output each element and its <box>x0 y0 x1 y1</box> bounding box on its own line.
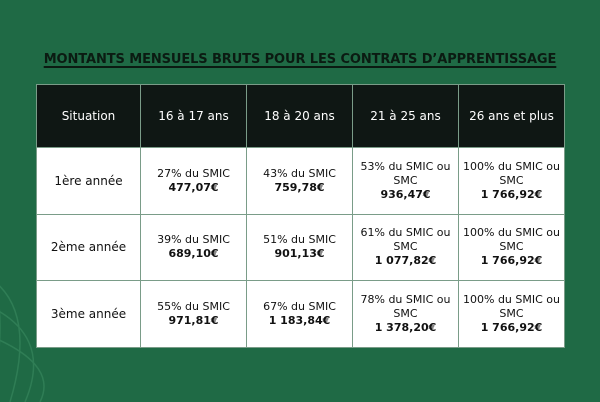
cell-rate: 55% du SMIC <box>157 300 230 314</box>
table-cell <box>353 281 459 348</box>
cell-rate: 61% du SMIC ou SMC <box>360 226 451 254</box>
cell-amount: 1 766,92€ <box>480 321 543 335</box>
table-cell <box>459 148 565 215</box>
cell-amount: 936,47€ <box>380 187 431 201</box>
page-title: MONTANTS MENSUELS BRUTS POUR LES CONTRATS D’APPRENTISSAGE <box>43 52 557 67</box>
cell-amount: 1 183,84€ <box>268 314 331 328</box>
salary-table <box>36 84 565 348</box>
header-18-20: 18 à 20 ans <box>247 85 353 148</box>
cell-rate: 78% du SMIC ou SMC <box>360 293 451 321</box>
cell-amount: 1 766,92€ <box>480 254 543 268</box>
cell-rate: 53% du SMIC ou SMC <box>360 159 451 187</box>
cell-rate: 100% du SMIC ou SMC <box>463 226 560 254</box>
table-cell <box>247 281 353 348</box>
table-cell <box>141 214 247 281</box>
row-label: 2ème année <box>37 214 141 281</box>
cell-amount: 477,07€ <box>168 180 219 194</box>
header-26-plus: 26 ans et plus <box>459 85 565 148</box>
table-cell <box>459 214 565 281</box>
header-21-25: 21 à 25 ans <box>353 85 459 148</box>
table-header-row <box>37 85 565 148</box>
cell-amount: 689,10€ <box>168 247 219 261</box>
header-situation: Situation <box>37 85 141 148</box>
cell-rate: 43% du SMIC <box>263 166 336 180</box>
cell-rate: 100% du SMIC ou SMC <box>463 159 560 187</box>
table-cell <box>141 148 247 215</box>
table-cell <box>247 214 353 281</box>
table-row <box>37 214 565 281</box>
cell-rate: 39% du SMIC <box>157 233 230 247</box>
table-row <box>37 281 565 348</box>
row-label: 3ème année <box>37 281 141 348</box>
cell-amount: 901,13€ <box>274 247 325 261</box>
header-16-17: 16 à 17 ans <box>141 85 247 148</box>
table-cell <box>353 214 459 281</box>
cell-amount: 1 378,20€ <box>374 321 437 335</box>
table-cell <box>353 148 459 215</box>
cell-rate: 67% du SMIC <box>263 300 336 314</box>
cell-rate: 27% du SMIC <box>157 166 230 180</box>
cell-rate: 51% du SMIC <box>263 233 336 247</box>
table-cell <box>247 148 353 215</box>
row-label: 1ère année <box>37 148 141 215</box>
cell-rate: 100% du SMIC ou SMC <box>463 293 560 321</box>
cell-amount: 759,78€ <box>274 180 325 194</box>
cell-amount: 1 766,92€ <box>480 187 543 201</box>
cell-amount: 971,81€ <box>168 314 219 328</box>
table-cell <box>459 281 565 348</box>
table-row <box>37 148 565 215</box>
cell-amount: 1 077,82€ <box>374 254 437 268</box>
table-cell <box>141 281 247 348</box>
